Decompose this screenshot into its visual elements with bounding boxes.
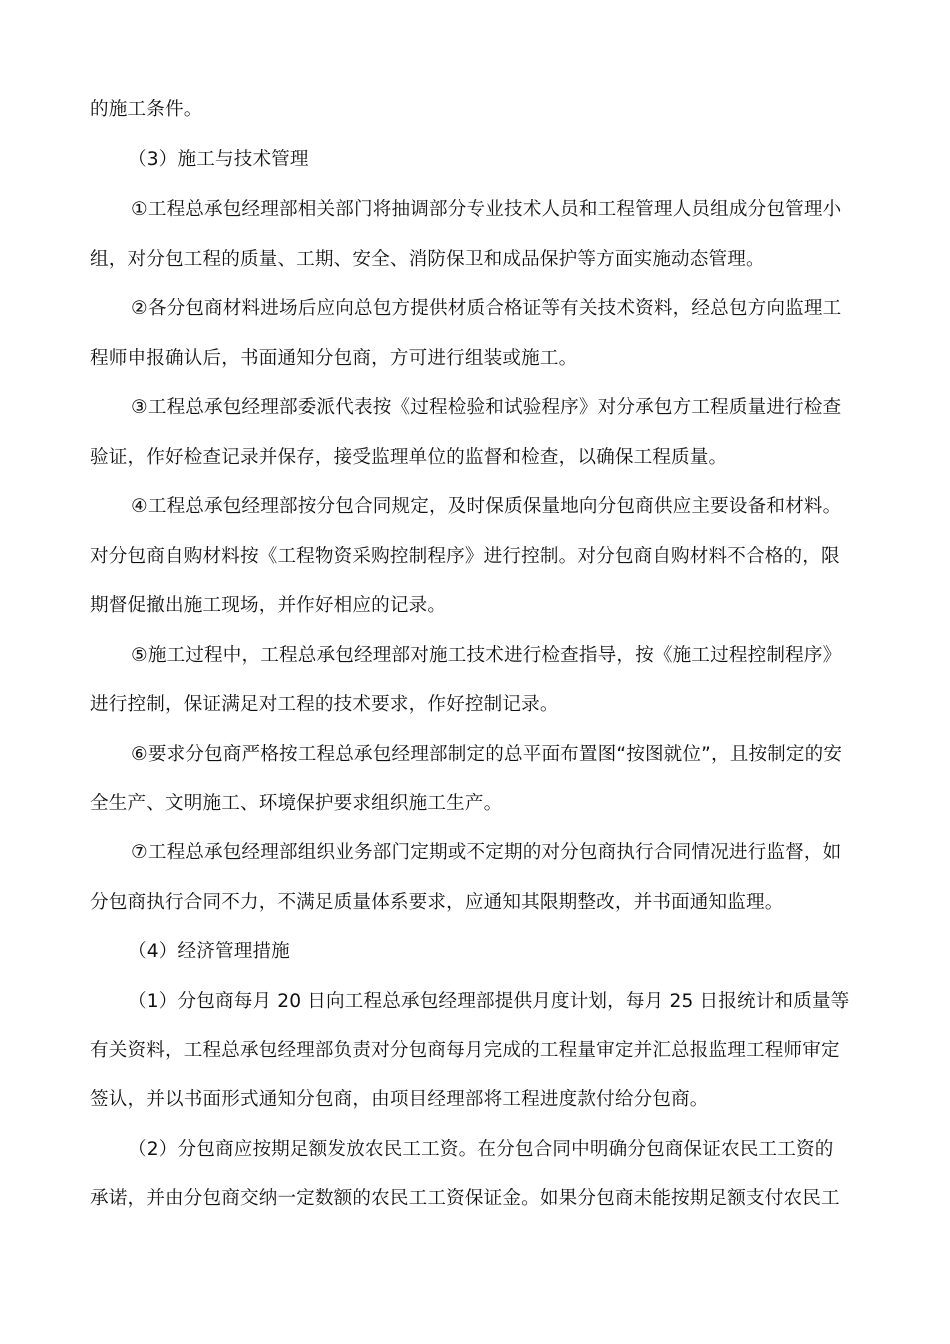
paragraph-first-line: （2）分包商应按期足额发放农民工工资。在分包合同中明确分包商保证农民工工资的 <box>128 1139 834 1160</box>
paragraph-first-line: ⑥要求分包商严格按工程总承包经理部制定的总平面布置图“按图就位”，且按制定的安 <box>131 744 843 765</box>
section-heading: （3）施工与技术管理 <box>128 149 309 170</box>
section-heading: （4）经济管理措施 <box>128 941 290 962</box>
paragraph-first-line: ⑤施工过程中，工程总承包经理部对施工技术进行检查指导，按《施工过程控制程序》 <box>131 645 842 666</box>
paragraph-first-line: （1）分包商每月 20 日向工程总承包经理部提供月度计划，每月 25 日报统计和质量等 <box>128 991 850 1012</box>
body-text-line: 程师申报确认后，书面通知分包商，方可进行组装或施工。 <box>90 348 578 369</box>
paragraph-first-line: ⑦工程总承包经理部组织业务部门定期或不定期的对分包商执行合同情况进行监督，如 <box>131 842 842 863</box>
body-text-line: 分包商执行合同不力，不满足质量体系要求，应通知其限期整改，并书面通知监理。 <box>90 892 784 913</box>
body-text-line: 组，对分包工程的质量、工期、安全、消防保卫和成品保护等方面实施动态管理。 <box>90 249 765 270</box>
paragraph-first-line: ③工程总承包经理部委派代表按《过程检验和试验程序》对分承包方工程质量进行检查 <box>131 397 842 418</box>
paragraph-first-line: ④工程总承包经理部按分包合同规定，及时保质保量地向分包商供应主要设备和材料。 <box>131 496 842 517</box>
body-text-line: 进行控制，保证满足对工程的技术要求，作好控制记录。 <box>90 694 559 715</box>
body-text-line: 对分包商自购材料按《工程物资采购控制程序》进行控制。对分包商自购材料不合格的，限 <box>90 546 840 567</box>
paragraph-first-line: ②各分包商材料进场后应向总包方提供材质合格证等有关技术资料，经总包方向监理工 <box>131 298 842 319</box>
body-text-line: 签认，并以书面形式通知分包商，由项目经理部将工程进度款付给分包商。 <box>90 1089 709 1110</box>
paragraph-first-line: ①工程总承包经理部相关部门将抽调部分专业技术人员和工程管理人员组成分包管理小 <box>131 199 842 220</box>
body-text-line: 验证，作好检查记录并保存，接受监理单位的监督和检查，以确保工程质量。 <box>90 447 728 468</box>
body-text-line: 全生产、文明施工、环境保护要求组织施工生产。 <box>90 793 503 814</box>
body-text-line: 的施工条件。 <box>90 99 203 120</box>
body-text-line: 有关资料，工程总承包经理部负责对分包商每月完成的工程量审定并汇总报监理工程师审定 <box>90 1040 840 1061</box>
body-text-line: 期督促撤出施工现场，并作好相应的记录。 <box>90 595 447 616</box>
body-text-line: 承诺，并由分包商交纳一定数额的农民工工资保证金。如果分包商未能按期足额支付农民工 <box>90 1188 840 1209</box>
